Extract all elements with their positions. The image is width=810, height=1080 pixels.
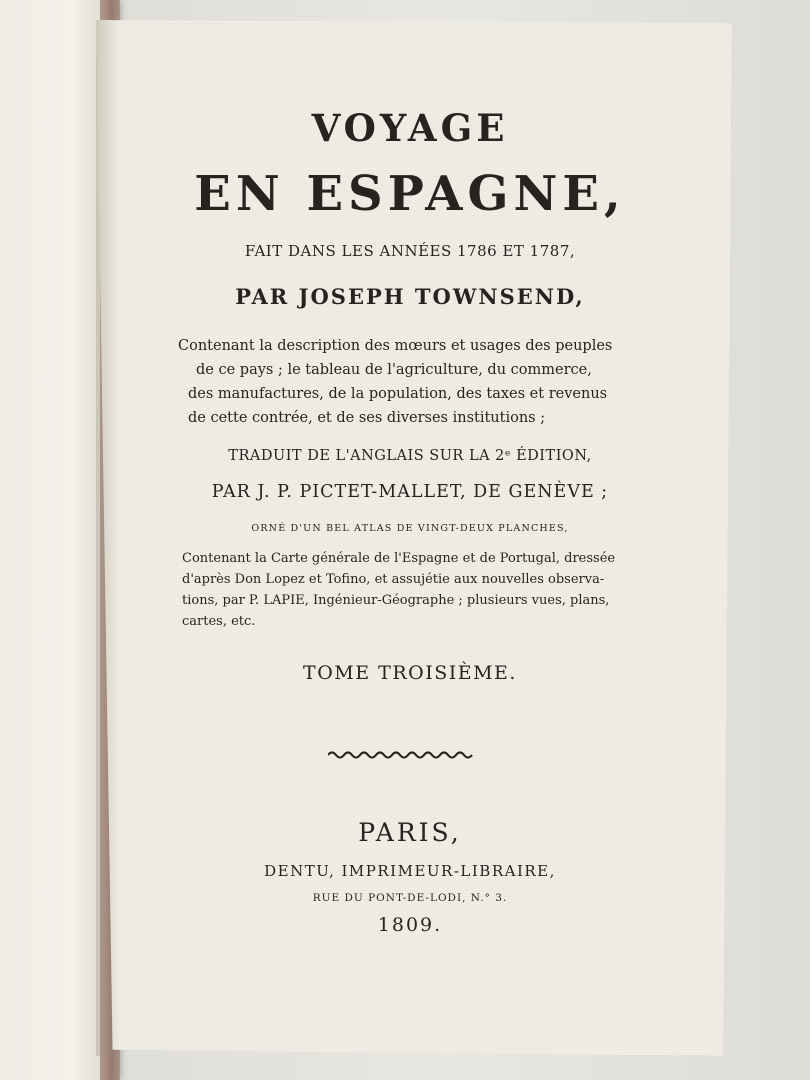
- address-line: RUE DU PONT-DE-LODI, N.° 3.: [312, 892, 508, 904]
- page-gutter-shadow: [96, 20, 120, 1056]
- atlas-description-line: cartes, etc.: [182, 614, 256, 629]
- publisher-line: DENTU, IMPRIMEUR-LIBRAIRE,: [264, 862, 556, 880]
- atlas-description-line: tions, par P. LAPIE, Ingénieur-Géographe ; plusieurs vues, plans,: [182, 593, 610, 608]
- translation-line: TRADUIT DE L'ANGLAIS SUR LA 2ᵉ ÉDITION,: [228, 448, 592, 464]
- description-line: de cette contrée, et de ses diverses institutions ;: [188, 410, 546, 426]
- title-page-text: [170, 100, 650, 960]
- translator-line: PAR J. P. PICTET-MALLET, DE GENÈVE ;: [211, 482, 609, 502]
- description-line: Contenant la description des mœurs et usages des peuples: [178, 338, 613, 354]
- title-line-2: EN ESPAGNE,: [194, 166, 626, 222]
- dates-line: FAIT DANS LES ANNÉES 1786 ET 1787,: [244, 242, 576, 260]
- decorative-rule: [328, 748, 478, 762]
- atlas-line: ORNÉ D'UN BEL ATLAS DE VINGT-DEUX PLANCHES,: [251, 523, 569, 534]
- description-block: [178, 334, 648, 430]
- atlas-description-line: Contenant la Carte générale de l'Espagne et de Portugal, dressée: [182, 551, 616, 566]
- atlas-description-block: [182, 548, 652, 632]
- title-line-1: VOYAGE: [311, 106, 509, 150]
- atlas-description-line: d'après Don Lopez et Tofino, et assujétie aux nouvelles observa-: [182, 572, 605, 587]
- description-line: de ce pays ; le tableau de l'agriculture, du commerce,: [196, 362, 592, 378]
- city-line: PARIS,: [358, 818, 462, 847]
- volume-line: TOME TROISIÈME.: [303, 662, 517, 684]
- author-line: PAR JOSEPH TOWNSEND,: [235, 284, 585, 309]
- year-line: 1809.: [377, 914, 443, 936]
- description-line: des manufactures, de la population, des taxes et revenus: [188, 386, 608, 402]
